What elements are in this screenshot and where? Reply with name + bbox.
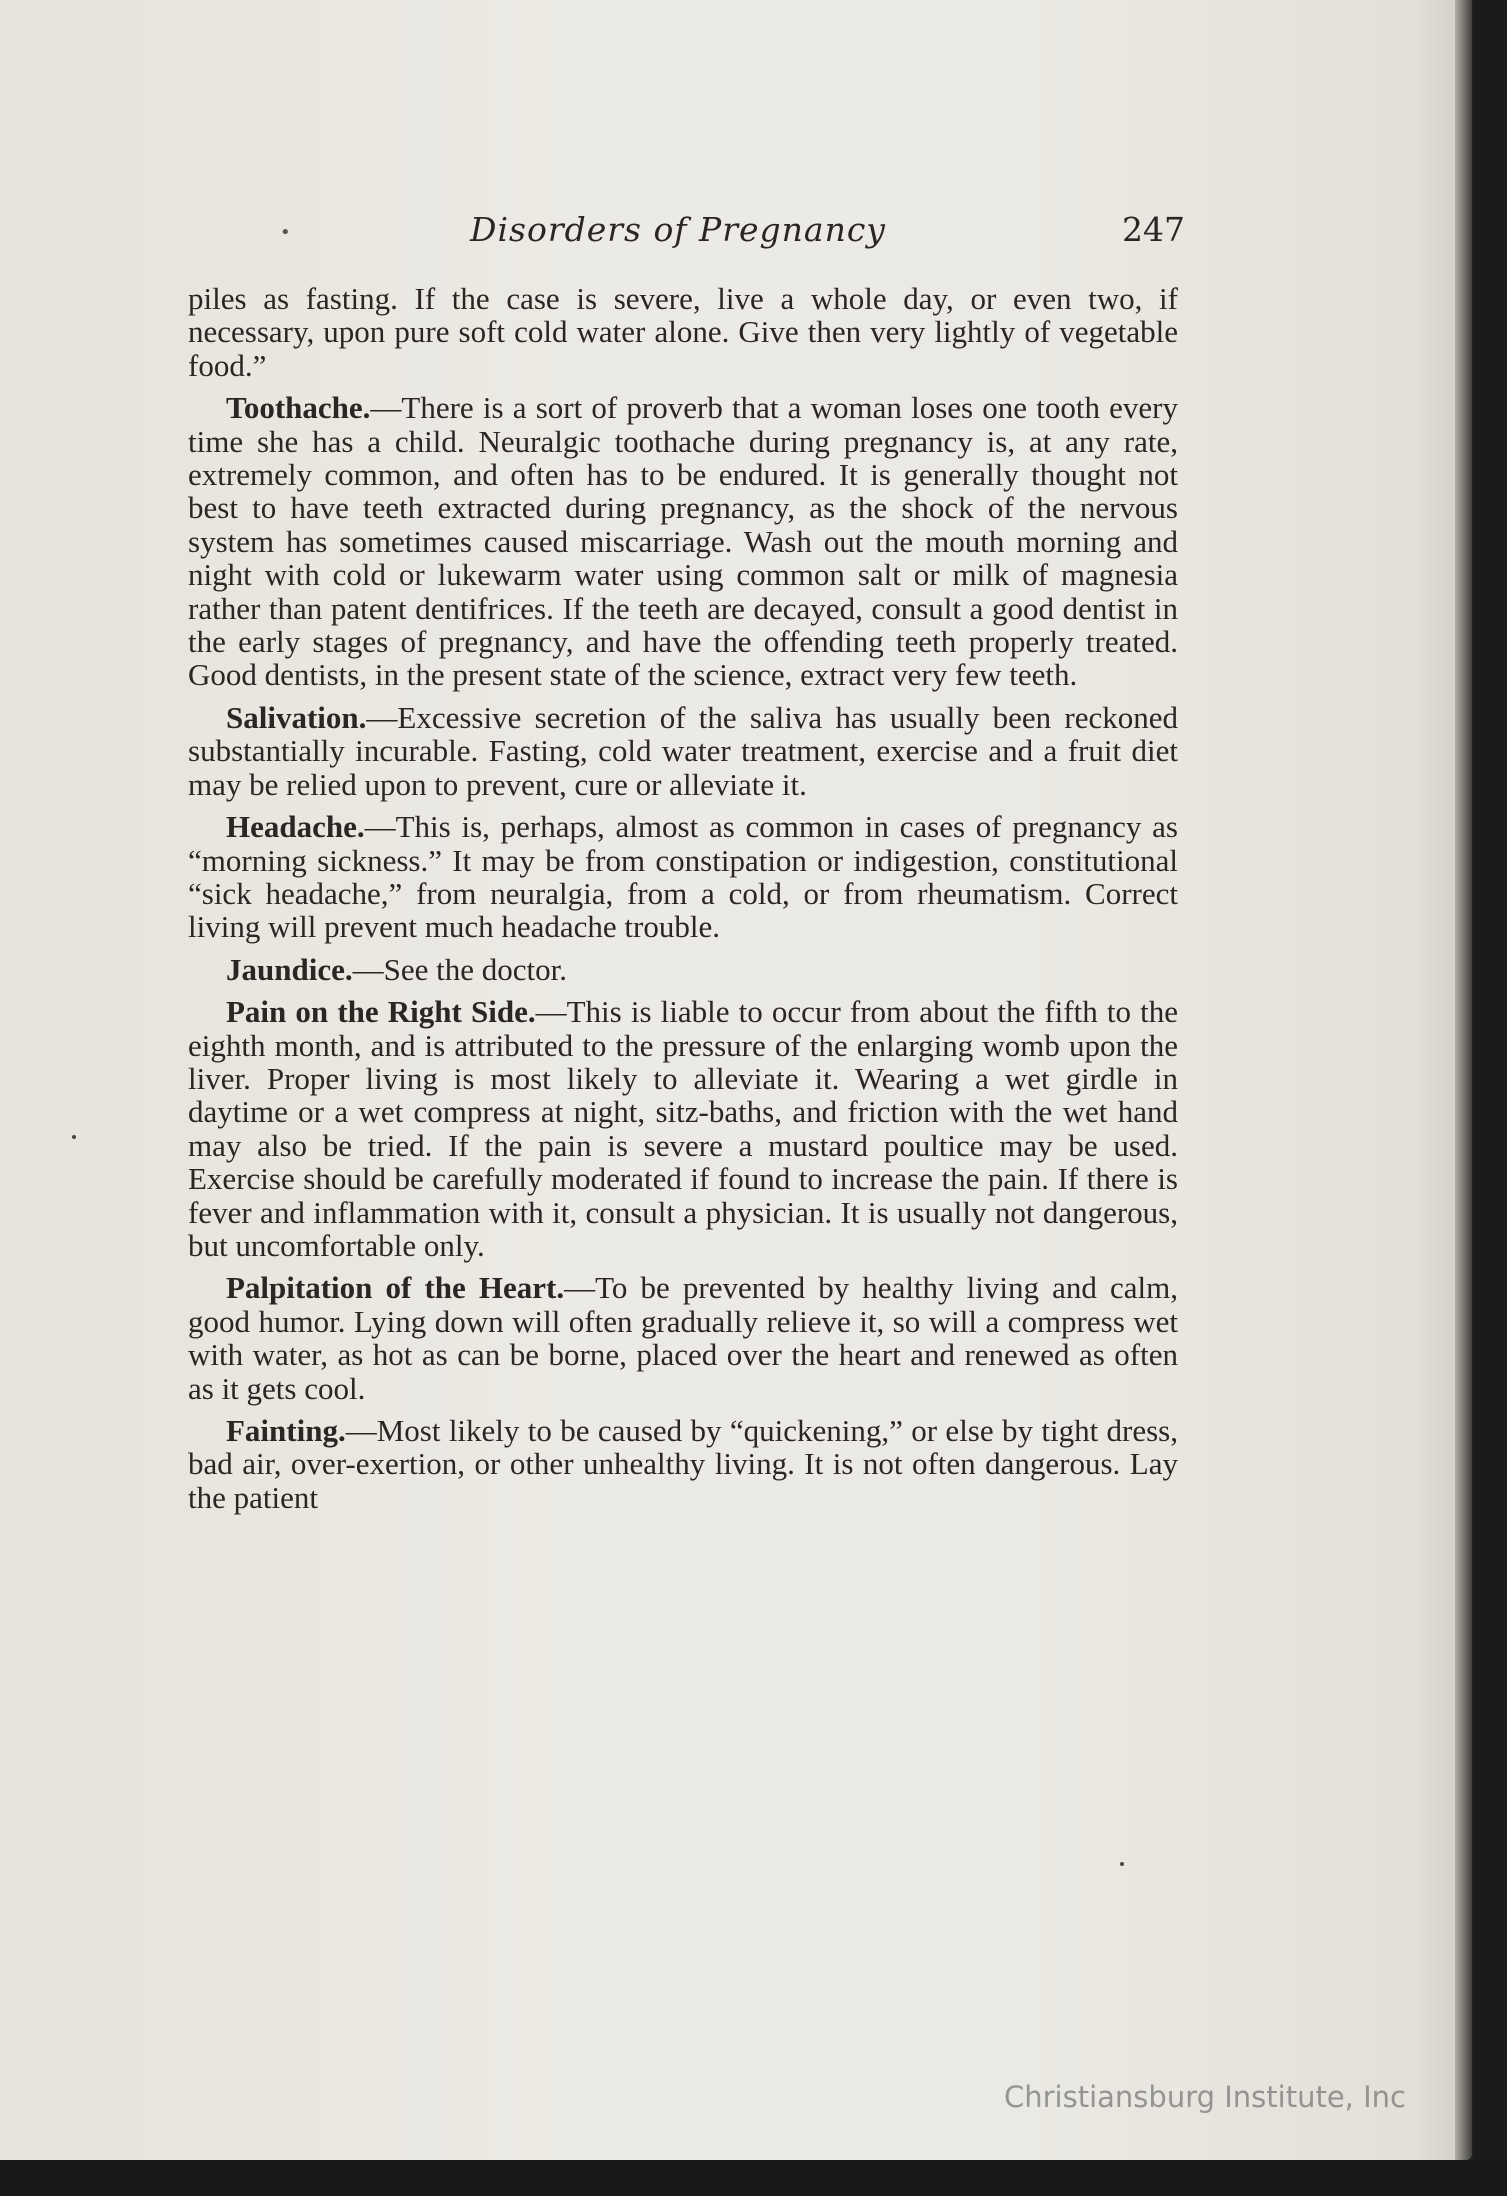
page-title: Disorders of Pregnancy — [470, 210, 886, 249]
paragraph-text: —There is a sort of proverb that a woman loses one tooth every time she has a child. Neuralgic toothache during pregnancy is, at any rate, extremely common, and often has to be endured. It is generally thought not best to have teeth extracted during pregnancy, as the shock of the nervous system has sometimes caused miscarriage. Wash out the mouth morning and night with cold or lukewarm water using common salt or milk of magnesia rather than patent dentifrices. If the teeth are decayed, consult a good dentist in the early stages of pregnancy, and have the offending teeth properly treated. Good dentists, in the present state of the science, extract very few teeth. — [188, 390, 1178, 693]
heading-term: Fainting. — [226, 1413, 346, 1448]
paragraph-text: —This is, perhaps, almost as common in cases of pregnancy as “morning sickness.” It may be from constipation or indigestion, constitutional “sick headache,” from neuralgia, from a cold, or from rheumatism. Correct living will prevent much headache trouble. — [188, 809, 1178, 945]
page-number: 247 — [1122, 210, 1185, 249]
background-strip — [0, 2160, 1507, 2196]
heading-term: Salivation. — [226, 699, 367, 735]
paragraph-text: piles as fasting. If the case is severe, live a whole day, or even two, if necessary, upon pure soft cold water alone. Give then very lightly of vegetable food.” — [188, 281, 1178, 383]
speck-mark — [72, 1135, 76, 1139]
paragraph-text: —See the doctor. — [352, 951, 567, 987]
paragraph-fainting — [188, 1414, 1178, 1514]
page-edge-shadow — [1455, 0, 1475, 2170]
heading-term: Toothache. — [226, 390, 371, 426]
speck-mark — [1120, 1862, 1124, 1866]
paragraph-text: —To be prevented by healthy living and calm, good humor. Lying down will often gradually relieve it, so will a compress wet with water, as hot as can be borne, placed over the heart and renewed as often as it gets cool. — [188, 1270, 1178, 1406]
paragraph-pain-right-side — [188, 995, 1178, 1262]
heading-term: Palpitation of the Heart. — [226, 1270, 565, 1306]
paragraph-salivation — [188, 701, 1178, 801]
watermark: Christiansburg Institute, Inc — [1004, 2080, 1406, 2114]
paragraph-jaundice — [188, 953, 1178, 986]
page-body — [188, 282, 1178, 1523]
paragraph-toothache — [188, 391, 1178, 692]
speck-mark: • — [280, 222, 291, 243]
paragraph-text: —Most likely to be caused by “quickening,” or else by tight dress, bad air, over-exertion, or other unhealthy living. It is not often dangerous. Lay the patient — [188, 1413, 1178, 1515]
heading-term: Pain on the Right Side. — [226, 994, 536, 1030]
paragraph-palpitation — [188, 1271, 1178, 1405]
paragraph-headache — [188, 810, 1178, 944]
running-header — [190, 210, 1185, 260]
paragraph-text: —Excessive secretion of the saliva has usually been reckoned substantially incurable. Fasting, cold water treatment, exercise and a fruit diet may be relied upon to prevent, cure or alleviate it. — [188, 699, 1178, 802]
paragraph-continuation — [188, 282, 1178, 382]
heading-term: Jaundice. — [226, 951, 353, 987]
paragraph-text: —This is liable to occur from about the fifth to the eighth month, and is attributed to the pressure of the enlarging womb upon the liver. Proper living is most likely to alleviate it. Wearing a wet girdle in daytime or a wet compress at night, sitz-baths, and friction with the wet hand may also be tried. If the pain is severe a mustard poultice may be used. Exercise should be carefully moderated if found to increase the pain. If there is fever and inflammation with it, consult a physician. It is usually not dangerous, but uncomfortable only. — [188, 994, 1178, 1263]
heading-term: Headache. — [226, 809, 365, 845]
